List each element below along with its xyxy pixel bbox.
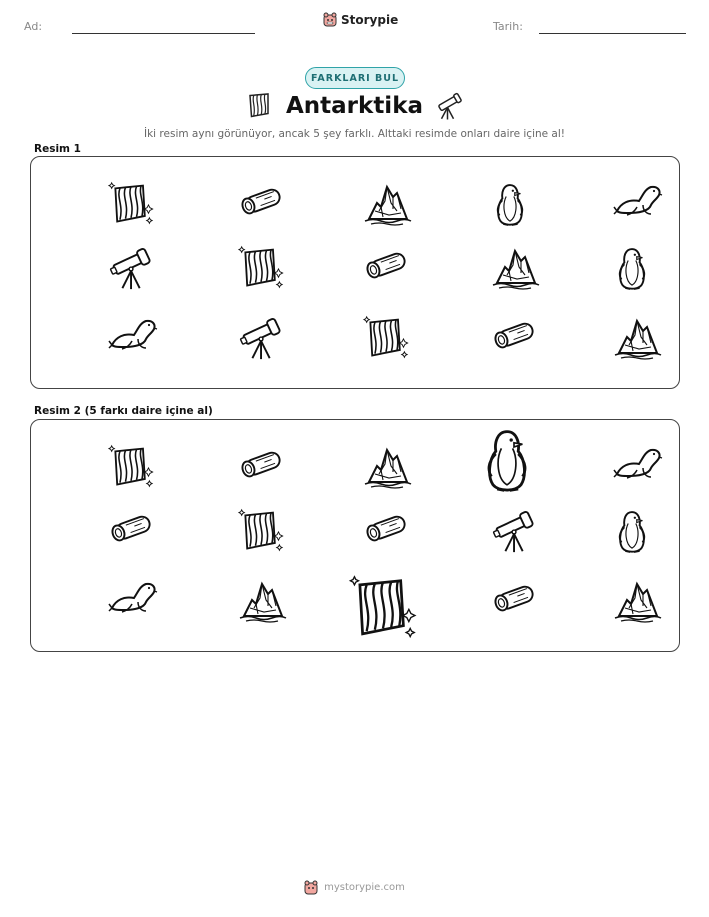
penguin-icon (491, 181, 529, 229)
penguin-icon (613, 245, 651, 293)
name-label: Ad: (24, 20, 43, 33)
iceberg-icon (491, 245, 541, 291)
date-line[interactable] (539, 33, 686, 34)
picture2-panel[interactable] (30, 419, 680, 652)
iceberg-icon (363, 181, 413, 227)
title-telescope-icon (434, 91, 464, 121)
aurora-icon[interactable] (349, 574, 417, 642)
aurora-icon (108, 181, 154, 227)
penguin-icon[interactable] (479, 426, 535, 496)
instructions: İki resim aynı görünüyor, ancak 5 şey farklı. Alttaki resimde onları daire içine al! (144, 128, 565, 140)
worksheet-type-badge: FARKLARI BUL (305, 67, 405, 89)
seal-icon[interactable] (613, 444, 663, 480)
page-title: Antarktika (285, 93, 424, 119)
penguin-icon[interactable] (613, 508, 651, 556)
storypie-mascot-icon (323, 12, 337, 27)
seal-icon (108, 315, 158, 351)
log-icon (491, 315, 539, 355)
iceberg-icon (613, 315, 663, 361)
telescope-icon[interactable] (491, 508, 539, 554)
storypie-logo (323, 12, 398, 27)
footer-mascot-icon (304, 880, 318, 895)
log-icon[interactable] (491, 578, 539, 618)
picture1-label: Resim 1 (34, 143, 81, 155)
iceberg-icon[interactable] (363, 444, 413, 490)
seal-icon (613, 181, 663, 217)
aurora-icon (363, 315, 409, 361)
seal-icon[interactable] (108, 578, 158, 614)
brand-name: Storypie (341, 12, 399, 27)
footer (0, 880, 709, 895)
date-label: Tarih: (493, 20, 523, 33)
telescope-icon (238, 315, 286, 361)
aurora-icon[interactable] (108, 444, 154, 490)
iceberg-icon[interactable] (238, 578, 288, 624)
picture2-label: Resim 2 (5 farkı daire içine al) (34, 405, 213, 417)
log-icon (238, 181, 286, 221)
log-icon[interactable] (363, 508, 411, 548)
footer-url: mystorypie.com (324, 882, 405, 893)
aurora-icon (238, 245, 284, 291)
picture1-panel (30, 156, 680, 389)
log-icon[interactable] (238, 444, 286, 484)
telescope-icon (108, 245, 156, 291)
aurora-icon[interactable] (238, 508, 284, 554)
name-line[interactable] (72, 33, 255, 34)
iceberg-icon[interactable] (613, 578, 663, 624)
log-icon[interactable] (108, 508, 156, 548)
log-icon (363, 245, 411, 285)
